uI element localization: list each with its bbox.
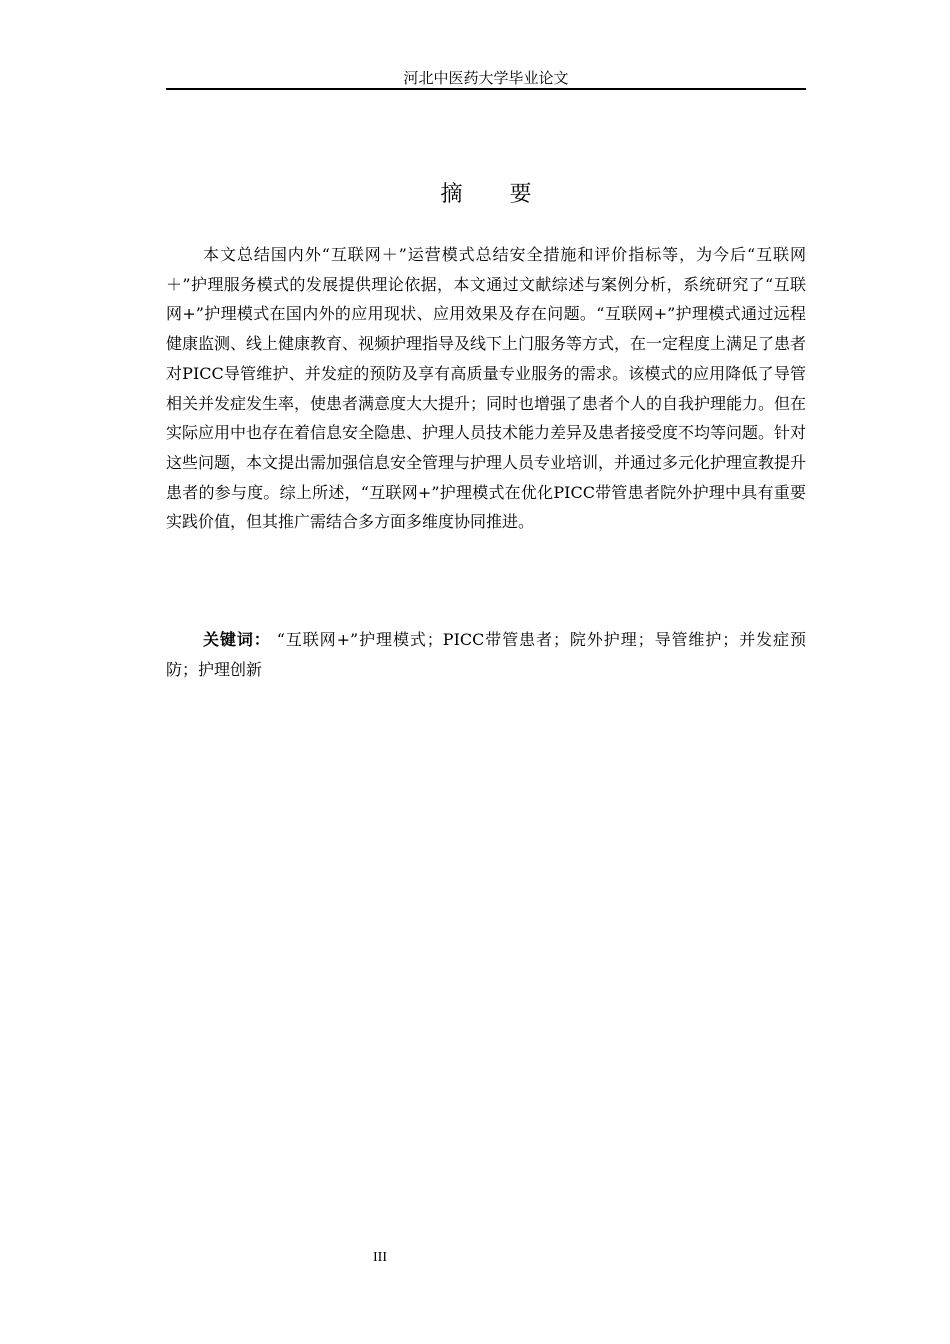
abstract-title: 摘 要 xyxy=(440,182,552,207)
abstract-paragraph: 本文总结国内外“互联网＋”运营模式总结安全措施和评价指标等，为今后“互联网＋”护理服务模式的发展提供理论依据，本文通过文献综述与案例分析，系统研究了“互联网+”护理模式在国内外的应用现状、应用效果及存在问题。“互联网+”护理模式通过远程健康监测、线上健康教育、视频护理指导及线下上门服务等方式，在一定程度上满足了患者对PICC导管维护、并发症的预防及享有高质量专业服务的需求。该模式的应用降低了导管相关并发症发生率，使患者满意度大大提升；同时也增强了患者个人的自我护理能力。但在实际应用中也存在着信息安全隐患、护理人员技术能力差异及患者接受度不均等问题。针对这些问题，本文提出需加强信息安全管理与护理人员专业培训，并通过多元化护理宣教提升患者的参与度。综上所述，“互联网+”护理模式在优化PICC带管患者院外护理中具有重要实践价值，但其推广需结合多方面多维度协同推进。 xyxy=(166,245,807,532)
keywords-paragraph xyxy=(166,625,806,685)
keywords-label: 关键词： xyxy=(203,630,271,649)
keywords-list: “互联网+”护理模式；PICC带管患者；院外护理；导管维护；并发症预防；护理创新 xyxy=(166,630,806,679)
header-rule xyxy=(166,88,806,90)
running-header: 河北中医药大学毕业论文 xyxy=(403,69,569,87)
page-number: III xyxy=(373,1250,387,1265)
